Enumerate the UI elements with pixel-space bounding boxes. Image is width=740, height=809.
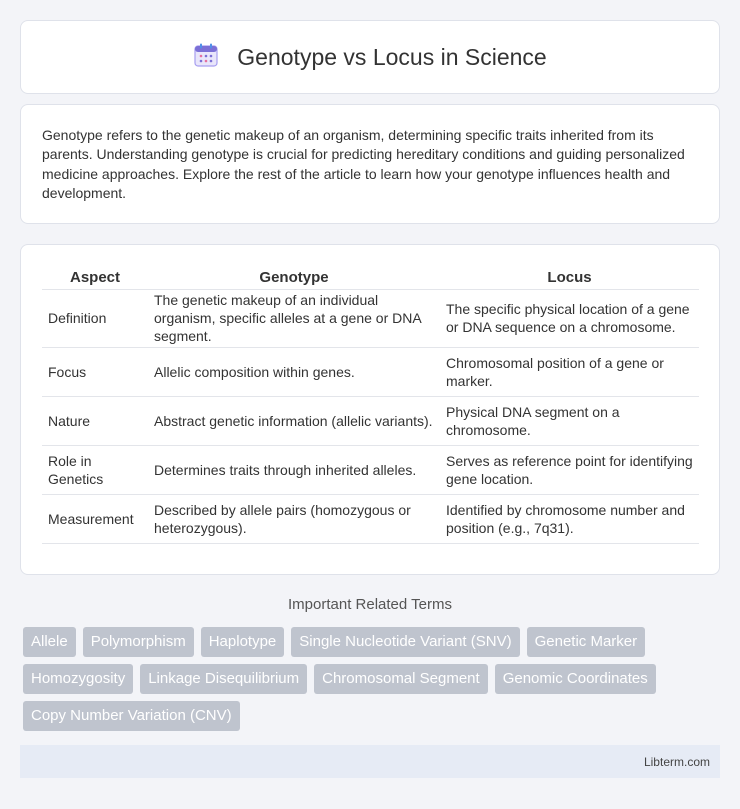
comparison-table	[42, 267, 699, 544]
cell-genotype: Determines traits through inherited alleles.	[148, 446, 440, 495]
cell-locus: Identified by chromosome number and position (e.g., 7q31).	[440, 495, 699, 544]
term-tag[interactable]: Haplotype	[201, 627, 285, 657]
footer	[20, 745, 720, 778]
cell-genotype: The genetic makeup of an individual organism, specific alleles at a gene or DNA segment.	[148, 290, 440, 348]
term-tag[interactable]: Genomic Coordinates	[495, 664, 656, 694]
term-tag[interactable]: Copy Number Variation (CNV)	[23, 701, 240, 731]
cell-aspect: Definition	[42, 290, 148, 348]
header-locus: Locus	[440, 267, 699, 290]
table-header-row	[42, 267, 699, 290]
term-tag[interactable]: Single Nucleotide Variant (SNV)	[291, 627, 519, 657]
intro-card	[20, 104, 720, 224]
cell-locus: Physical DNA segment on a chromosome.	[440, 397, 699, 446]
header-card	[20, 20, 720, 94]
related-terms-list	[23, 627, 713, 731]
page-title: Genotype vs Locus in Science	[237, 43, 547, 70]
cell-genotype: Allelic composition within genes.	[148, 348, 440, 397]
cell-aspect: Role in Genetics	[42, 446, 148, 495]
term-tag[interactable]: Chromosomal Segment	[314, 664, 488, 694]
cell-aspect: Focus	[42, 348, 148, 397]
header-aspect: Aspect	[42, 267, 148, 290]
table-row	[42, 290, 699, 348]
header-genotype: Genotype	[148, 267, 440, 290]
comparison-card	[20, 244, 720, 575]
cell-locus: Serves as reference point for identifying gene location.	[440, 446, 699, 495]
cell-genotype: Abstract genetic information (allelic variants).	[148, 397, 440, 446]
term-tag[interactable]: Linkage Disequilibrium	[140, 664, 307, 694]
header	[193, 42, 546, 73]
term-tag[interactable]: Polymorphism	[83, 627, 194, 657]
related-terms-title: Important Related Terms	[288, 596, 452, 613]
term-tag[interactable]: Allele	[23, 627, 76, 657]
term-tag[interactable]: Homozygosity	[23, 664, 133, 694]
cell-aspect: Measurement	[42, 495, 148, 544]
intro-text: Genotype refers to the genetic makeup of an organism, determining specific traits inherited from its parents. Understanding genotype is crucial for predicting hereditary conditions and guiding personalized medicine approaches. Explore the rest of the article to learn how your genotype influences health and development.	[42, 127, 685, 201]
cell-locus: The specific physical location of a gene or DNA sequence on a chromosome.	[440, 290, 699, 348]
table-row	[42, 348, 699, 397]
cell-aspect: Nature	[42, 397, 148, 446]
cell-genotype: Described by allele pairs (homozygous or heterozygous).	[148, 495, 440, 544]
table-row	[42, 397, 699, 446]
table-row	[42, 446, 699, 495]
footer-link[interactable]: Libterm.com	[643, 754, 710, 769]
calendar-icon	[193, 42, 219, 73]
term-tag[interactable]: Genetic Marker	[527, 627, 646, 657]
table-row	[42, 495, 699, 544]
cell-locus: Chromosomal position of a gene or marker.	[440, 348, 699, 397]
